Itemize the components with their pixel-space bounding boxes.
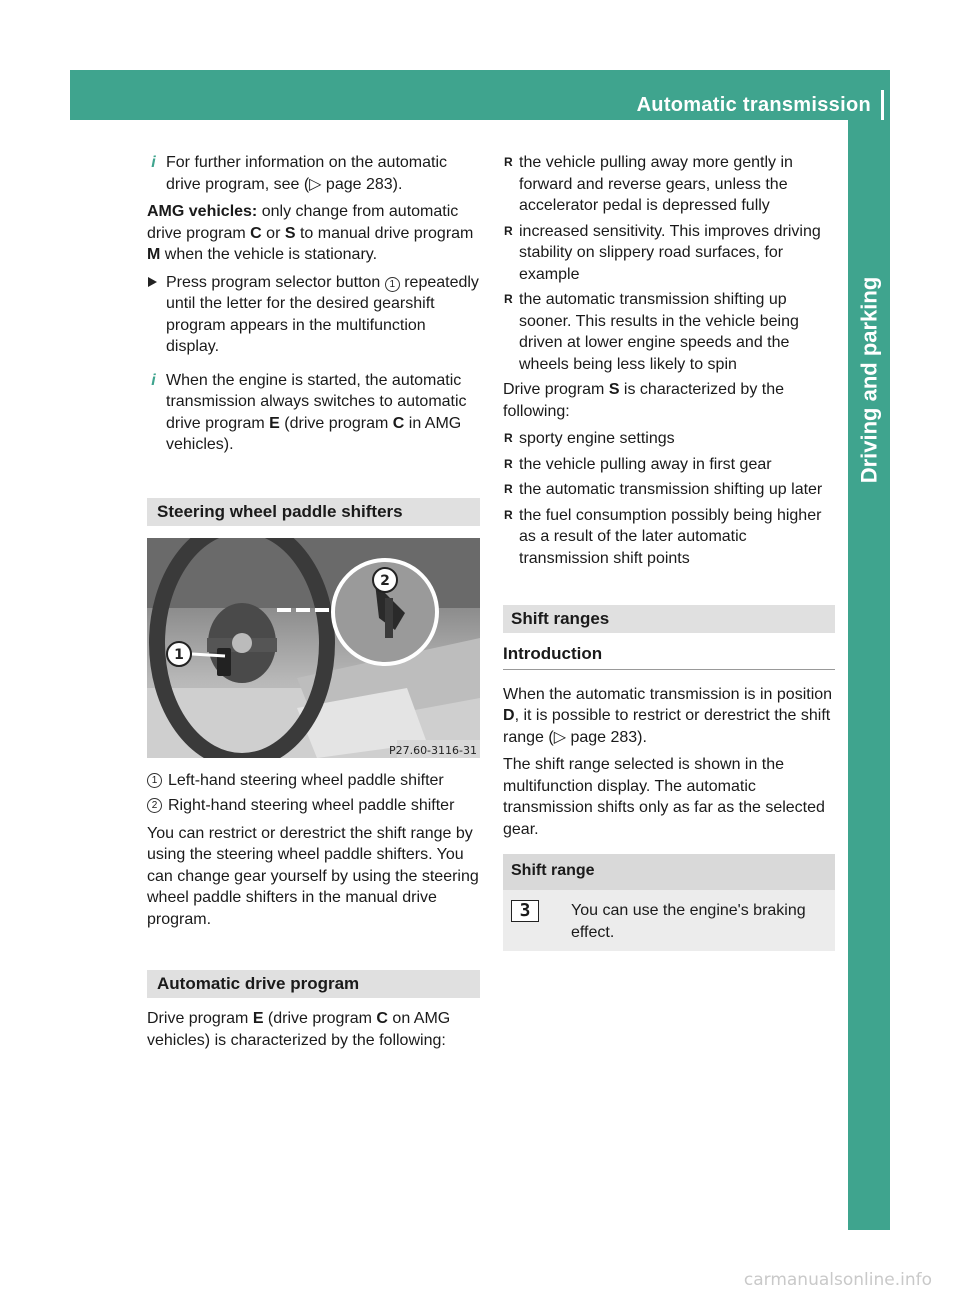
table-cell-text: You can use the engine's braking effect.: [563, 890, 835, 951]
shift-range-display-paragraph: The shift range selected is shown in the multifunction display. The automatic transmission shifts only as far as the selected gear.: [503, 756, 825, 838]
shift-range-table: [503, 854, 835, 951]
callout-1-icon: 1: [147, 773, 162, 788]
drive-program-e-paragraph: [147, 1008, 480, 1051]
list-item: R increased sensitivity. This improves driving stability on slippery road surfaces, for example: [503, 221, 835, 286]
amg-or: or: [261, 224, 285, 242]
para2-c: C: [376, 1010, 388, 1027]
amg-text-3: when the vehicle is stationary.: [160, 246, 378, 263]
side-tab: [848, 120, 890, 1230]
section-heading-shift-ranges: Shift ranges: [503, 605, 835, 633]
list-item: R the automatic transmission shifting up sooner. This results in the vehicle being driven at lower engine speeds and the wheels being less likely to spin: [503, 289, 835, 375]
list-item: R the fuel consumption possibly being higher as a result of the later automatic transmission shift points: [503, 505, 835, 570]
para2-e: E: [252, 1010, 264, 1027]
info-icon: i: [151, 154, 156, 171]
step-text-2: repeatedly until the letter for the desired gearshift program appears in the multifunction display.: [166, 273, 479, 355]
callout-2-icon: 2: [147, 798, 162, 813]
para2-text-2: (drive program: [263, 1010, 377, 1027]
steering-wheel-photo: [147, 538, 480, 758]
step-text: Press program selector button: [166, 273, 385, 291]
drive-program-e-bullets: [503, 152, 835, 375]
s-intro-text-2: is characterized by the following:: [503, 381, 785, 420]
callout-text: Left-hand steering wheel paddle shifter: [168, 771, 444, 789]
introduction-heading: Introduction: [503, 643, 835, 670]
amg-s: S: [284, 224, 296, 242]
info-note-2-text-3: in AMG vehicles).: [166, 414, 462, 453]
info-note-2-text: When the engine is started, the automatic transmission always switches to automatic drive program: [166, 371, 467, 432]
section-heading-paddle-shifters: Steering wheel paddle shifters: [147, 498, 480, 526]
info-note-1-text: For further information on the automatic drive program, see (▷ page 283).: [166, 154, 448, 193]
info-note-2: [147, 370, 480, 456]
info-note-2-e: E: [269, 414, 280, 432]
right-column: [503, 152, 835, 951]
intro-text-2: , it is possible to restrict or derestrict the shift range (▷ page 283).: [503, 707, 831, 746]
steering-wheel-illustration: [147, 538, 480, 758]
introduction-paragraph: [503, 684, 835, 749]
table-row: [503, 890, 835, 951]
amg-text-2: to manual drive program: [295, 224, 474, 242]
callout-1-label: 1: [174, 646, 184, 663]
para2-text-3: on AMG vehicles) is characterized by the following:: [147, 1010, 451, 1049]
chapter-title: Automatic transmission: [636, 94, 871, 116]
side-tab-label: Driving and parking: [856, 276, 882, 484]
intro-text: When the automatic transmission is in position: [503, 685, 833, 703]
amg-text: only change from automatic drive program: [147, 203, 459, 242]
left-column: [147, 152, 480, 1057]
header-title: [610, 90, 890, 120]
callout-item: [147, 795, 480, 817]
drive-program-s-bullets: [503, 428, 835, 569]
image-code: P27.60-3116-31: [388, 743, 477, 757]
info-note-1: [147, 152, 480, 195]
table-cell-key: [503, 890, 563, 951]
gear-3-icon: 3: [511, 900, 539, 922]
intro-d: D: [503, 707, 515, 724]
table-header: Shift range: [503, 854, 835, 890]
watermark: carmanualsonline.info: [743, 1270, 932, 1290]
step-arrow-icon: [148, 277, 157, 287]
callout-item: [147, 770, 480, 792]
list-item: R the vehicle pulling away in first gear: [503, 454, 835, 476]
section-heading-automatic-drive-program: Automatic drive program: [147, 970, 480, 998]
callout-legend: [147, 770, 480, 817]
callout-text: Right-hand steering wheel paddle shifter: [168, 797, 455, 814]
amg-note: [147, 201, 480, 266]
s-intro-text: Drive program: [503, 381, 609, 398]
amg-c: C: [250, 224, 262, 242]
list-item: R the vehicle pulling away more gently in forward and reverse gears, unless the accelerator pedal is depressed fully: [503, 152, 835, 217]
info-note-2-text-2: (drive program: [279, 414, 393, 432]
list-item: R the automatic transmission shifting up later: [503, 479, 835, 501]
list-item: R sporty engine settings: [503, 428, 835, 450]
paddle-shifter-paragraph: You can restrict or derestrict the shift range by using the steering wheel paddle shifters. You can change gear yourself by using the steering wheel paddle shifters in the manual drive program.: [147, 824, 479, 928]
info-icon: i: [151, 371, 156, 389]
callout-2-label: 2: [380, 572, 390, 589]
s-intro-s: S: [608, 381, 620, 398]
header-separator: [881, 90, 884, 120]
instruction-step: [147, 272, 480, 358]
para2-text: Drive program: [147, 1010, 253, 1027]
drive-program-s-intro: [503, 379, 835, 422]
callout-1-icon: 1: [385, 277, 400, 292]
info-note-2-c: C: [392, 414, 405, 432]
amg-label: AMG vehicles:: [147, 203, 258, 220]
amg-m: M: [147, 246, 161, 263]
